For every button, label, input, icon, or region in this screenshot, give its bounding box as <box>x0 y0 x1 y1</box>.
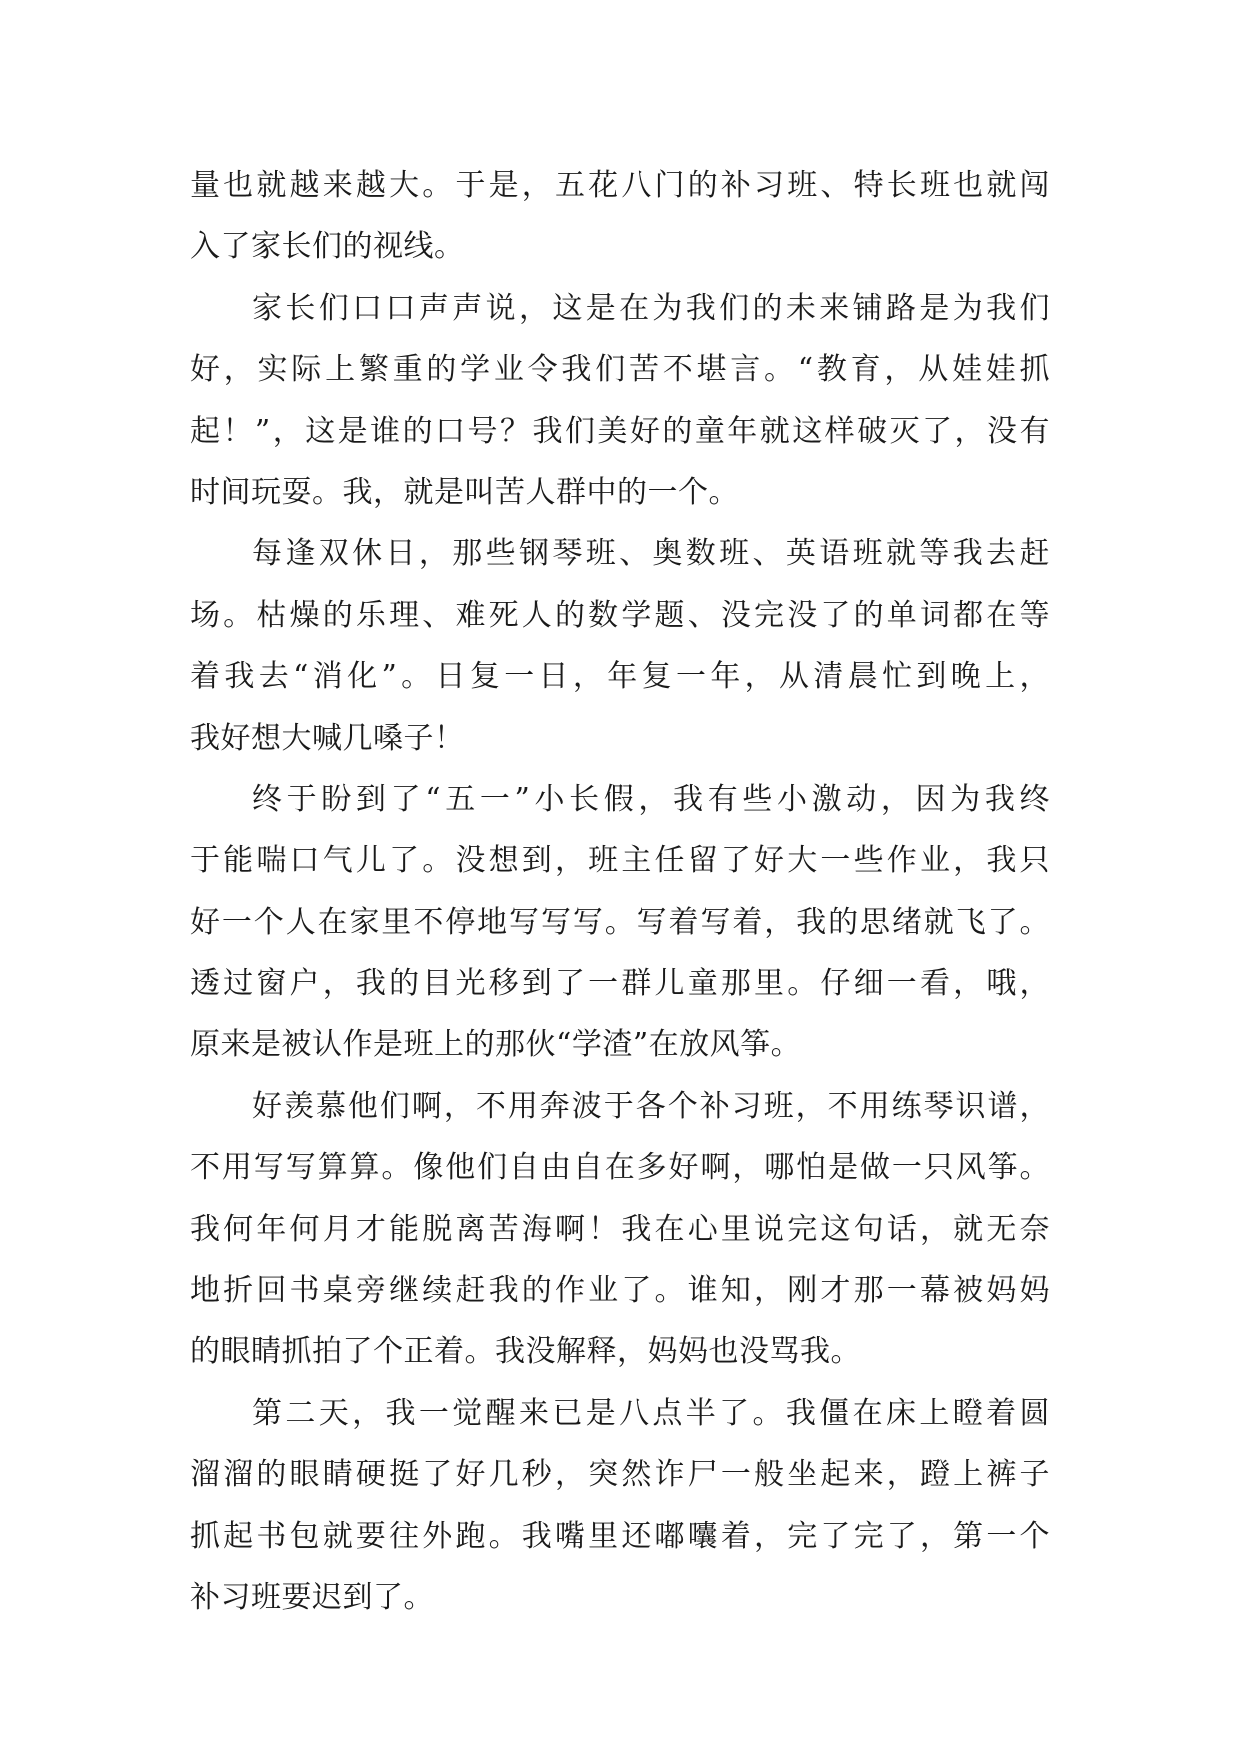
text-line: 时间玩耍。我，就是叫苦人群中的一个。 <box>190 474 739 510</box>
text-line: 补习班要迟到了。 <box>190 1579 434 1615</box>
paragraph-first-line: 每逢双休日，那些钢琴班、奥数班、英语班就等我去赶 <box>252 536 1050 572</box>
text-line: 场。枯燥的乐理、难死人的数学题、没完没了的单词都在等 <box>190 597 1050 633</box>
text-line: 我何年何月才能脱离苦海啊！我在心里说完这句话，就无奈 <box>190 1211 1050 1247</box>
text-line: 量也就越来越大。于是，五花八门的补习班、特长班也就闯 <box>190 168 1050 203</box>
text-line: 于能喘口气儿了。没想到，班主任留了好大一些作业，我只 <box>190 843 1050 879</box>
paragraph-first-line: 好羡慕他们啊，不用奔波于各个补习班，不用练琴识谱， <box>252 1088 1050 1124</box>
paragraph-first-line: 第二天，我一觉醒来已是八点半了。我僵在床上瞪着圆 <box>252 1395 1050 1431</box>
text-line: 着我去“消化”。日复一日，年复一年，从清晨忙到晚上， <box>190 659 1050 695</box>
text-line: 我好想大喊几嗓子！ <box>190 720 465 756</box>
text-line: 透过窗户，我的目光移到了一群儿童那里。仔细一看，哦， <box>190 966 1050 1002</box>
text-line: 不用写写算算。像他们自由自在多好啊，哪怕是做一只风筝。 <box>190 1150 1050 1186</box>
text-line: 的眼睛抓拍了个正着。我没解释，妈妈也没骂我。 <box>190 1334 861 1370</box>
text-line: 好一个人在家里不停地写写写。写着写着，我的思绪就飞了。 <box>190 904 1050 940</box>
text-line: 起！”，这是谁的口号？我们美好的童年就这样破灭了，没有 <box>190 413 1050 449</box>
text-line: 好，实际上繁重的学业令我们苦不堪言。“教育，从娃娃抓 <box>190 352 1050 388</box>
paragraph-first-line: 终于盼到了“五一”小长假，我有些小激动，因为我终 <box>252 781 1050 817</box>
text-line: 入了家长们的视线。 <box>190 229 465 265</box>
text-line: 原来是被认作是班上的那伙“学渣”在放风筝。 <box>190 1027 802 1063</box>
text-line: 地折回书桌旁继续赶我的作业了。谁知，刚才那一幕被妈妈 <box>190 1273 1050 1309</box>
paragraph-first-line: 家长们口口声声说，这是在为我们的未来铺路是为我们 <box>252 290 1050 326</box>
essay-body <box>190 155 1050 1628</box>
text-line: 抓起书包就要往外跑。我嘴里还嘟囔着，完了完了，第一个 <box>190 1518 1050 1554</box>
text-line: 溜溜的眼睛硬挺了好几秒，突然诈尸一般坐起来，蹬上裤子 <box>190 1457 1050 1493</box>
